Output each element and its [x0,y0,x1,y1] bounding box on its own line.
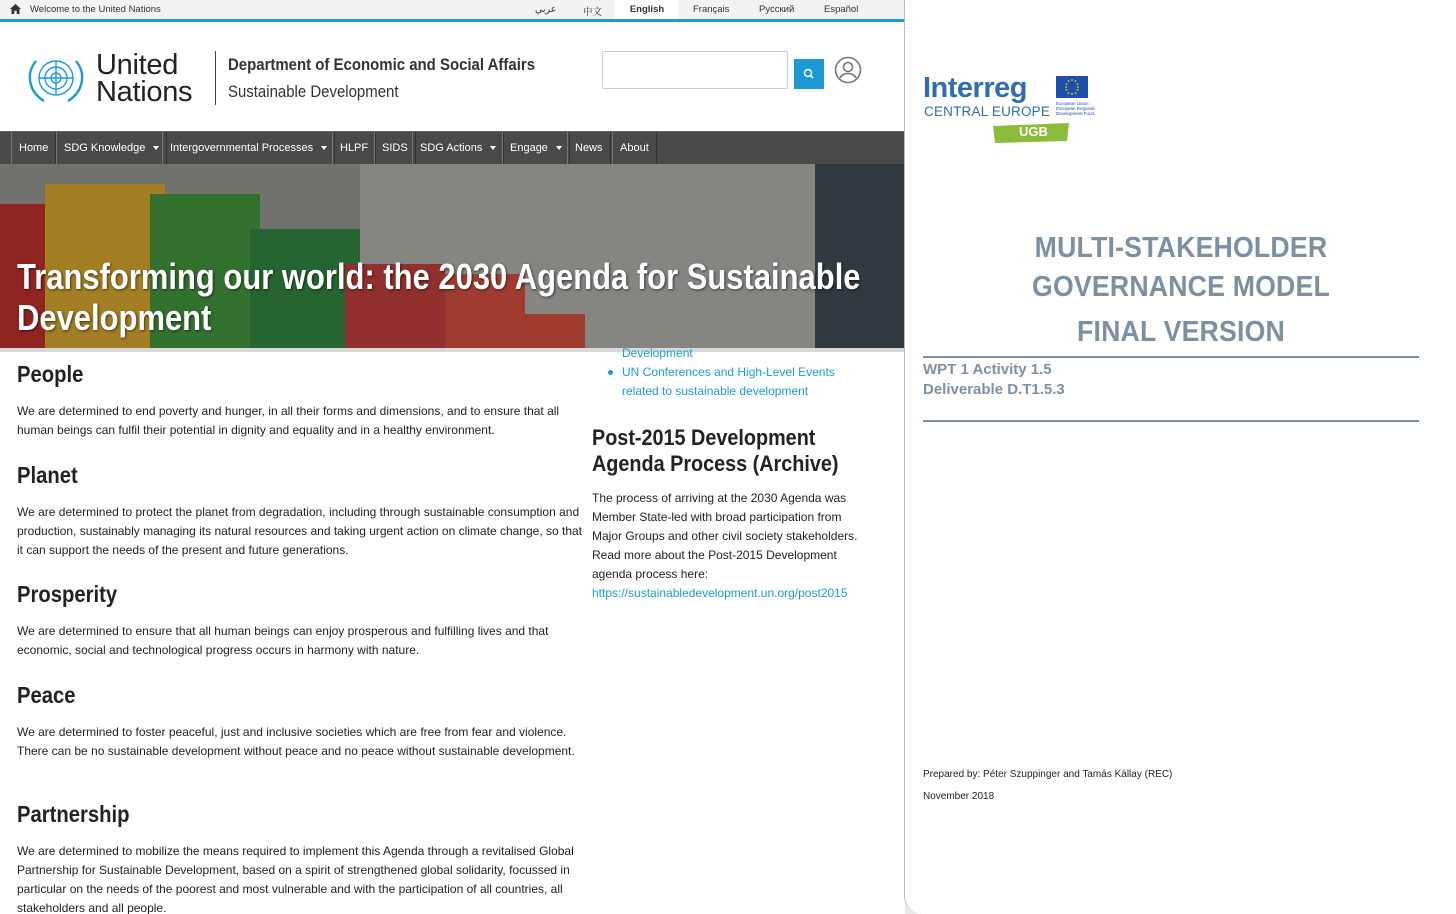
section-heading: People [17,361,84,387]
un-wordmark-line2: Nations [96,76,193,108]
doc-title-line3: FINAL VERSION [1077,316,1285,348]
doc-prepared-by: Prepared by: Péter Szuppinger and Tamás Kállay (REC) [923,769,1173,780]
search-button[interactable] [794,59,824,89]
nav-news-label: News [575,142,603,154]
eu-fund-label: European Union European Regional Development Fund [1056,101,1095,116]
home-icon[interactable] [10,4,21,14]
doc-title-line2: GOVERNANCE MODEL [1032,271,1330,303]
related-link-partial[interactable]: Development [622,346,693,360]
related-link-un-conferences[interactable]: UN Conferences and High-Level Events related to sustainable development [622,365,835,398]
welcome-text[interactable]: Welcome to the United Nations [30,4,161,15]
post-2015-text [592,489,872,603]
lang-french[interactable]: Français [693,4,730,15]
section-heading: Peace [17,682,76,708]
caret-down-icon [321,146,327,150]
nav-hlpf[interactable] [332,132,376,164]
nav-hlpf-label: HLPF [340,142,369,154]
ugb-label: UGB [1019,124,1048,139]
nav-intergovernmental[interactable] [162,132,335,164]
section-partnership [17,801,587,914]
post-2015-description: The process of arriving at the 2030 Agenda was Member State-led with broad participation from Major Groups and other civil society stakeholders. Read more about the Post-2015 Development agenda process here: [592,491,858,581]
hero-title: Transforming our world: the 2030 Agenda for Sustainable Development [17,256,861,338]
nav-sdg-actions[interactable] [412,132,504,164]
nav-engage[interactable] [502,132,570,164]
interreg-wordmark: Interreg [923,72,1027,104]
post-2015-heading: Post-2015 Development Agenda Process (Archive) [592,425,839,476]
section-prosperity [17,581,582,660]
nav-sdg-knowledge[interactable] [56,132,167,164]
department-name[interactable]: Department of Economic and Social Affairs [228,55,536,74]
list-item[interactable] [608,344,848,363]
related-links [608,344,848,401]
nav-about-label: About [620,142,649,154]
post-2015-link[interactable]: https://sustainabledevelopment.un.org/post2015 [592,586,848,600]
lang-arabic[interactable]: عربي [535,4,557,15]
bullet-icon [608,370,613,375]
caret-down-icon [490,146,496,150]
nav-about[interactable] [612,132,657,164]
lang-russian[interactable]: Русский [759,4,795,15]
main-nav [0,131,905,164]
subsite-name[interactable]: Sustainable Development [228,82,399,101]
lang-chinese[interactable]: 中文 [583,7,603,18]
section-text: We are determined to ensure that all human beings can enjoy prosperous and fulfilling lives and that economic, social and technological progress occurs in harmony with nature. [17,624,549,657]
list-item[interactable] [608,363,848,401]
eu-flag-icon [1056,76,1088,98]
nav-news[interactable] [567,132,611,164]
interreg-logo [923,72,1093,152]
section-text: We are determined to end poverty and hunger, in all their forms and dimensions, and to ensure that all human beings can fulfil their potential in dignity and equality and in a healthy environment. [17,404,560,437]
nav-sids[interactable] [374,132,416,164]
section-heading: Planet [17,462,78,488]
lang-spanish[interactable]: Español [824,4,859,15]
nav-sids-label: SIDS [382,142,408,154]
central-europe-label: CENTRAL EUROPE [924,104,1051,119]
doc-deliverable: Deliverable D.T1.5.3 [923,381,1065,398]
post-2015-box [592,425,892,603]
search-input[interactable] [602,51,788,89]
lang-english[interactable]: English [615,0,679,19]
section-planet [17,462,587,560]
section-text: We are determined to protect the planet from degradation, including through sustainable consumption and production, sustainably managing its natural resources and taking urgent action on climate change, so that it can support the needs of the present and future generations. [17,505,583,557]
un-wordmark[interactable] [96,49,193,108]
doc-wpt: WPT 1 Activity 1.5 [923,361,1052,378]
nav-sdg-actions-label: SDG Actions [420,142,483,154]
nav-sdg-knowledge-label: SDG Knowledge [64,142,146,154]
nav-engage-label: Engage [510,142,548,154]
section-text: We are determined to foster peaceful, just and inclusive societies which are free from fear and violence. There can be no sustainable development without peace and no peace without sustainable development. [17,725,575,758]
user-account-icon[interactable] [834,56,862,84]
caret-down-icon [153,146,159,150]
site-header [0,25,905,131]
search-icon [794,59,824,89]
top-bar [0,0,905,22]
doc-title-line1: MULTI-STAKEHOLDER [1034,232,1328,264]
section-heading: Prosperity [17,581,118,607]
caret-down-icon [556,146,562,150]
doc-rule-bottom [923,420,1419,422]
hero-banner [0,164,905,348]
nav-home-label: Home [19,142,49,154]
un-emblem-icon[interactable] [22,51,90,107]
doc-rule-top [923,356,1419,358]
nav-home[interactable] [11,132,56,164]
section-heading: Partnership [17,801,130,827]
section-people [17,361,582,440]
section-peace [17,682,582,761]
nav-intergovernmental-label: Intergovernmental Processes [170,142,314,154]
pdf-document-page [904,0,1456,914]
un-wordmark-line1: United [96,49,179,81]
header-divider [215,51,216,105]
section-text: We are determined to mobilize the means required to implement this Agenda through a revitalised Global Partnership for Sustainable Development, based on a spirit of strengthened global solidarity, focussed in particular on the needs of the poorest and most vulnerable and with the participation of all countries, all stakeholders and all people. [17,844,574,914]
doc-date: November 2018 [923,791,995,802]
